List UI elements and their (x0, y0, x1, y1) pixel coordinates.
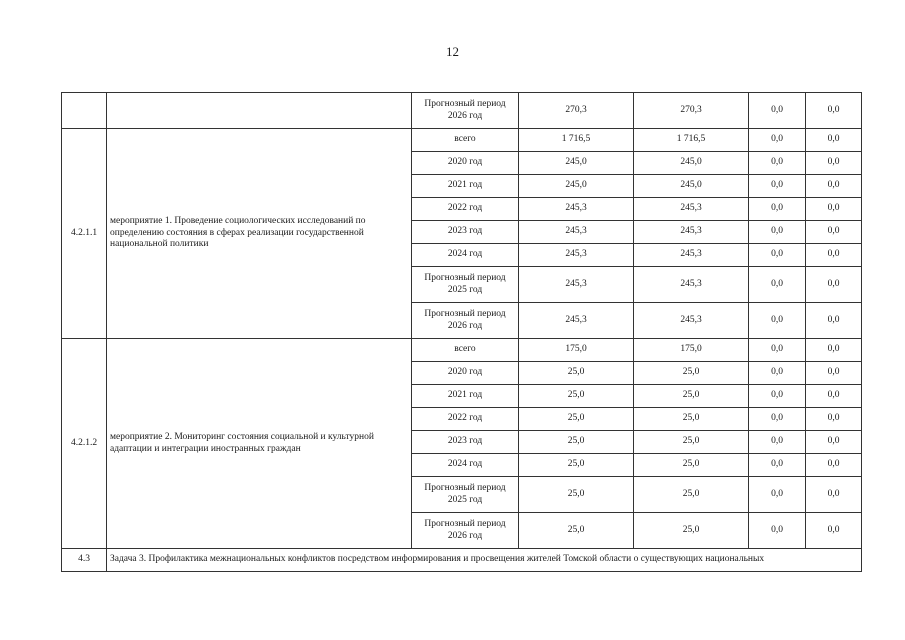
value-cell: 0,0 (806, 303, 862, 339)
value-cell: 25,0 (634, 362, 749, 385)
code-cell (62, 93, 107, 129)
value-cell: 0,0 (806, 385, 862, 408)
value-cell: 245,3 (634, 267, 749, 303)
period-cell: Прогнозный период 2025 год (412, 477, 519, 513)
value-cell: 0,0 (749, 431, 806, 454)
value-cell: 25,0 (634, 408, 749, 431)
period-cell: Прогнозный период 2026 год (412, 303, 519, 339)
value-cell: 25,0 (634, 513, 749, 549)
value-cell: 25,0 (519, 408, 634, 431)
value-cell: 1 716,5 (519, 129, 634, 152)
value-cell: 245,3 (519, 221, 634, 244)
value-cell: 270,3 (634, 93, 749, 129)
budget-table-body (62, 93, 862, 572)
value-cell: 0,0 (749, 198, 806, 221)
value-cell: 245,0 (519, 152, 634, 175)
table-row (62, 339, 862, 362)
value-cell: 245,3 (634, 244, 749, 267)
value-cell: 0,0 (749, 244, 806, 267)
value-cell: 245,0 (634, 152, 749, 175)
item-title: мероприятие 1. Проведение социологических исследований по определению состояния в сферах реализации государственной национальной политики (107, 129, 412, 339)
value-cell: 0,0 (749, 477, 806, 513)
value-cell: 245,3 (519, 244, 634, 267)
task-code: 4.3 (62, 549, 107, 572)
value-cell: 0,0 (806, 431, 862, 454)
value-cell: 0,0 (806, 477, 862, 513)
item-title: мероприятие 2. Мониторинг состояния социальной и культурной адаптации и интеграции иностранных граждан (107, 339, 412, 549)
period-cell: 2022 год (412, 408, 519, 431)
value-cell: 0,0 (749, 339, 806, 362)
table-row (62, 93, 862, 129)
value-cell: 0,0 (749, 513, 806, 549)
value-cell: 245,3 (519, 267, 634, 303)
period-cell: 2020 год (412, 362, 519, 385)
period-cell: Прогнозный период 2025 год (412, 267, 519, 303)
value-cell: 1 716,5 (634, 129, 749, 152)
item-code: 4.2.1.2 (62, 339, 107, 549)
value-cell: 0,0 (806, 454, 862, 477)
value-cell: 0,0 (749, 267, 806, 303)
description-cell (107, 93, 412, 129)
value-cell: 0,0 (749, 303, 806, 339)
value-cell: 0,0 (749, 408, 806, 431)
item-code: 4.2.1.1 (62, 129, 107, 339)
table-row (62, 129, 862, 152)
period-cell: 2022 год (412, 198, 519, 221)
value-cell: 0,0 (749, 152, 806, 175)
value-cell: 0,0 (749, 129, 806, 152)
period-cell: всего (412, 129, 519, 152)
value-cell: 0,0 (806, 362, 862, 385)
value-cell: 0,0 (806, 244, 862, 267)
period-cell: 2024 год (412, 454, 519, 477)
value-cell: 0,0 (749, 221, 806, 244)
value-cell: 0,0 (806, 175, 862, 198)
budget-table (61, 92, 862, 572)
value-cell: 0,0 (806, 513, 862, 549)
value-cell: 0,0 (749, 454, 806, 477)
page-number: 12 (446, 44, 459, 59)
value-cell: 25,0 (634, 385, 749, 408)
value-cell: 25,0 (519, 513, 634, 549)
value-cell: 245,0 (634, 175, 749, 198)
period-cell: 2023 год (412, 221, 519, 244)
value-cell: 25,0 (519, 431, 634, 454)
value-cell: 245,3 (519, 303, 634, 339)
value-cell: 245,3 (634, 198, 749, 221)
value-cell: 270,3 (519, 93, 634, 129)
period-cell: 2024 год (412, 244, 519, 267)
task-text: Задача 3. Профилактика межнациональных конфликтов посредством информирования и просвещения жителей Томской области о существующих национальных (107, 549, 862, 572)
value-cell: 245,0 (519, 175, 634, 198)
period-cell: Прогнозный период 2026 год (412, 93, 519, 129)
value-cell: 175,0 (634, 339, 749, 362)
value-cell: 25,0 (634, 477, 749, 513)
period-cell: 2020 год (412, 152, 519, 175)
value-cell: 25,0 (519, 362, 634, 385)
value-cell: 25,0 (519, 454, 634, 477)
period-cell: 2021 год (412, 385, 519, 408)
period-cell: 2023 год (412, 431, 519, 454)
period-cell: 2021 год (412, 175, 519, 198)
task-row (62, 549, 862, 572)
value-cell: 0,0 (806, 198, 862, 221)
period-cell: Прогнозный период 2026 год (412, 513, 519, 549)
value-cell: 0,0 (749, 93, 806, 129)
value-cell: 25,0 (519, 477, 634, 513)
value-cell: 0,0 (806, 221, 862, 244)
value-cell: 25,0 (634, 454, 749, 477)
value-cell: 0,0 (749, 385, 806, 408)
value-cell: 0,0 (749, 175, 806, 198)
value-cell: 25,0 (634, 431, 749, 454)
value-cell: 245,3 (634, 221, 749, 244)
value-cell: 25,0 (519, 385, 634, 408)
value-cell: 0,0 (806, 267, 862, 303)
value-cell: 0,0 (806, 339, 862, 362)
value-cell: 0,0 (806, 408, 862, 431)
value-cell: 0,0 (749, 362, 806, 385)
value-cell: 0,0 (806, 129, 862, 152)
value-cell: 245,3 (519, 198, 634, 221)
value-cell: 0,0 (806, 152, 862, 175)
value-cell: 0,0 (806, 93, 862, 129)
value-cell: 245,3 (634, 303, 749, 339)
value-cell: 175,0 (519, 339, 634, 362)
period-cell: всего (412, 339, 519, 362)
